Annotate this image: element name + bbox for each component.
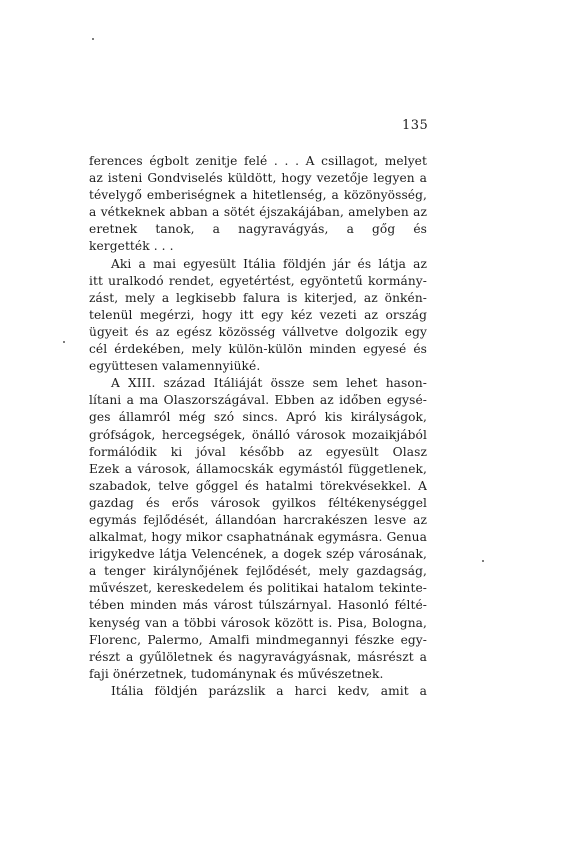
text-line: művészet, kereskedelem és politikai hatalom tekinte- bbox=[89, 581, 427, 596]
text-line: itt uralkodó rendet, egyetértést, egyöntetű kormány- bbox=[89, 273, 427, 288]
text-line: ges államról még szó sincs. Apró kis királyságok, bbox=[89, 410, 427, 425]
text-line: irigykedve látja Velencének, a dogek szép városának, bbox=[89, 547, 427, 562]
text-line: eretnek tanok, a nagyravágyás, a gőg és bbox=[89, 222, 427, 237]
text-line: tében minden más várost túlszárnyal. Hasonló félté- bbox=[89, 598, 427, 613]
text-line: ügyeit és az egész közösség vállvetve dolgozik egy bbox=[89, 324, 427, 339]
text-line: formálódik ki jóval később az egyesült Olasz bbox=[89, 444, 427, 459]
text-line: kenység van a többi városok között is. Pisa, Bologna, bbox=[89, 615, 427, 630]
text-line: együttesen valamennyiüké. bbox=[89, 359, 261, 374]
text-line: lítani a ma Olaszországával. Ebben az időben egysé- bbox=[89, 393, 427, 408]
text-line: a vétkeknek abban a sötét éjszakájában, amelyben az bbox=[89, 205, 427, 220]
text-line: Itália földjén parázslik a harci kedv, amit a bbox=[111, 683, 427, 698]
text-line: telenül megérzi, hogy itt egy kéz vezeti az ország bbox=[89, 307, 427, 322]
text-line: zást, mely a legkisebb falura is kiterjed, az önkén- bbox=[89, 290, 427, 305]
text-line: Florenc, Palermo, Amalfi mindmegannyi fészke egy- bbox=[89, 632, 427, 647]
text-line: Ezek a városok, államocskák egymástól függetlenek, bbox=[89, 461, 427, 476]
text-line: a tenger királynőjének fejlődését, mely gazdagság, bbox=[89, 564, 427, 579]
paper-speck bbox=[63, 341, 65, 343]
text-line: grófságok, hercegségek, önálló városok mozaikjából bbox=[89, 427, 427, 442]
text-line: alkalmat, hogy mikor csaphatnának egymásra. Genua bbox=[89, 530, 427, 545]
text-line: tévelygő emberiségnek a hitetlenség, a közönyösség, bbox=[89, 188, 427, 203]
text-line: kergették . . . bbox=[89, 239, 174, 254]
text-line: egymás fejlődését, állandóan harcrakészen lesve az bbox=[89, 512, 427, 527]
text-line: gazdag és erős városok gyilkos féltékenységgel bbox=[89, 495, 427, 510]
paper-speck bbox=[92, 38, 94, 40]
text-line: szabadok, telve gőggel és hatalmi törekvésekkel. A bbox=[89, 478, 427, 493]
text-line: faji önérzetnek, tudománynak és művészetnek. bbox=[89, 666, 384, 681]
text-line: A XIII. század Itáliáját össze sem lehet hason- bbox=[111, 376, 427, 391]
text-line: ferences égbolt zenitje felé . . . A csillagot, melyet bbox=[89, 154, 427, 168]
text-line: részt a gyűlöletnek és nagyravágyásnak, másrészt a bbox=[89, 649, 427, 664]
page-number: 135 bbox=[402, 118, 429, 133]
text-line: Aki a mai egyesült Itália földjén jár és látja az bbox=[111, 256, 427, 271]
paper-speck bbox=[482, 560, 484, 562]
text-line: az isteni Gondviselés küldött, hogy vezetője legyen a bbox=[89, 171, 427, 186]
body-text bbox=[89, 153, 427, 700]
text-line: cél érdekében, mely külön-külön minden egyesé és bbox=[89, 342, 427, 357]
